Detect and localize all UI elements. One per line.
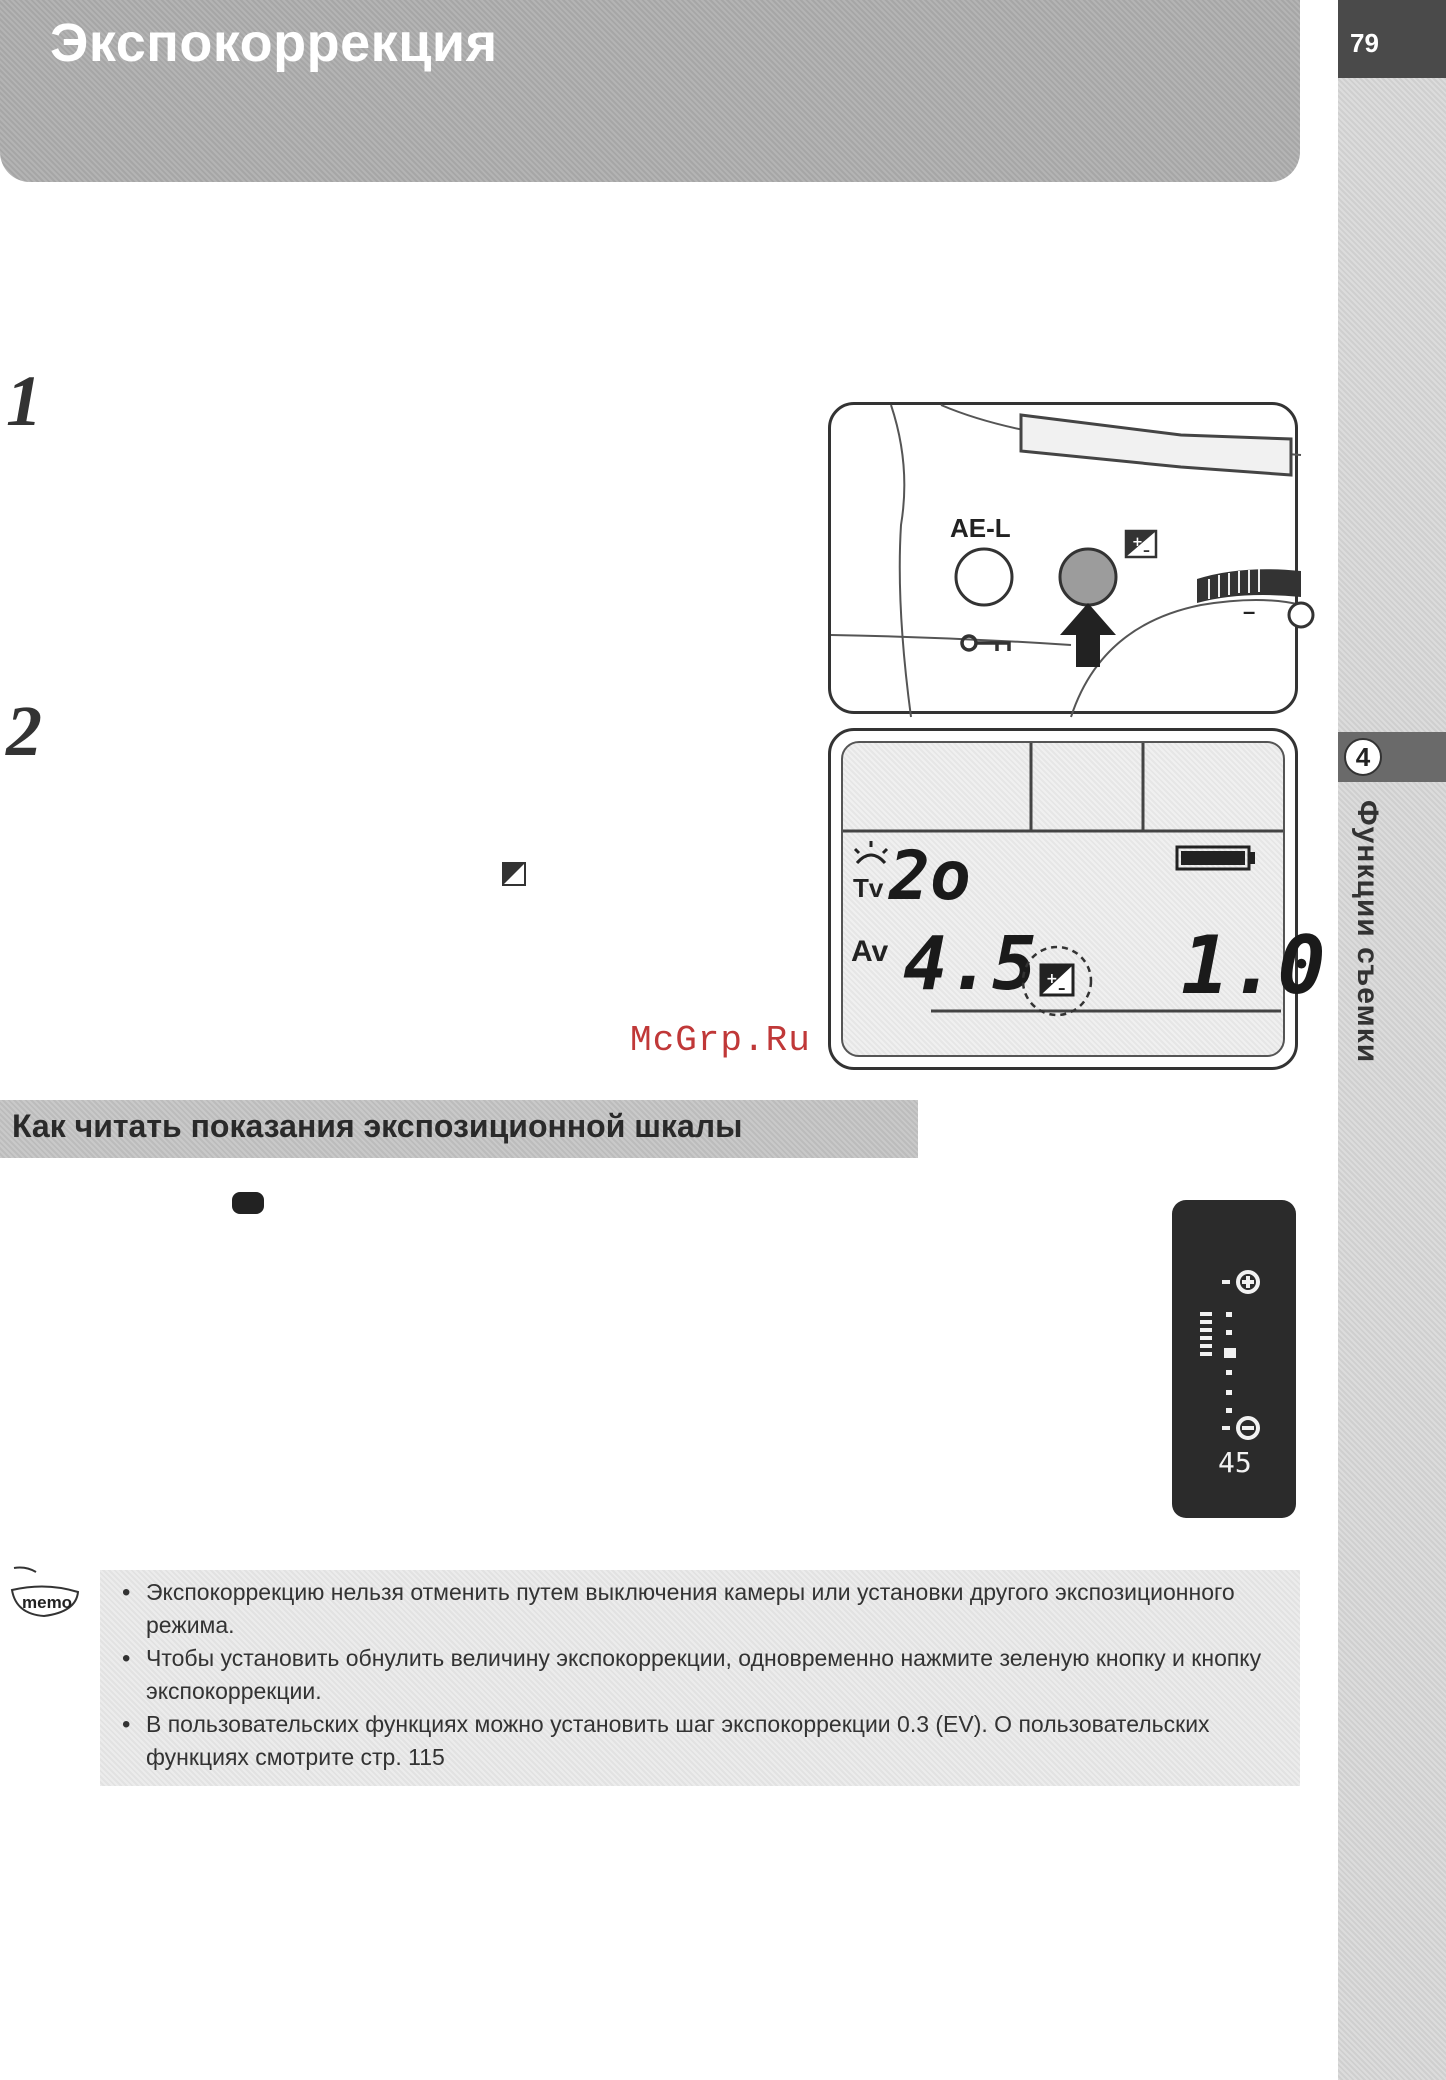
backlight-icon — [855, 841, 887, 863]
key-lock-icon — [962, 636, 1009, 651]
minus-label: – — [1243, 599, 1256, 624]
exposure-scale-figure — [1172, 1200, 1296, 1518]
shutter-value: 2o — [889, 837, 971, 916]
svg-text:–: – — [1058, 979, 1066, 997]
svg-text:memo: memo — [22, 1593, 73, 1612]
memo-item: • Чтобы установить обнулить величину экспокоррекции, одновременно нажмите зеленую кнопку и кнопку экспокоррекции. — [120, 1642, 1280, 1708]
aperture-value: 4.5 — [903, 921, 1037, 1007]
camera-buttons-figure — [828, 402, 1298, 714]
battery-icon — [1177, 847, 1255, 869]
svg-text:–: – — [1143, 543, 1150, 559]
lcd-display — [831, 731, 1326, 1073]
lcd-panel-figure — [828, 728, 1326, 1070]
press-arrow-icon — [1060, 603, 1116, 667]
chapter-title: Функции съемки — [1351, 800, 1384, 1064]
watermark: McGrp.Ru — [630, 1020, 811, 1061]
memo-item: • В пользовательских функциях можно установить шаг экспокоррекции 0.3 (EV). О пользовательских функциях смотрите стр. 115 — [120, 1708, 1280, 1774]
av-label: Av — [851, 935, 889, 968]
ae-lock-button — [956, 549, 1012, 605]
ae-lock-label: AE-L — [950, 513, 1011, 543]
page-number: 79 — [1350, 28, 1379, 58]
svg-text:+: + — [1132, 535, 1143, 550]
step-number-2: 2 — [6, 691, 42, 771]
section-title: Как читать показания экспозиционной шкалы — [12, 1108, 743, 1144]
memo-icon — [6, 1562, 86, 1622]
tv-label: Tv — [853, 873, 884, 903]
camera-body-illustration — [831, 405, 1301, 717]
green-button-icon — [232, 1192, 264, 1214]
memo-item: • Экспокоррекцию нельзя отменить путем выключения камеры или установки другого экспозиционного режима. — [120, 1576, 1280, 1642]
chapter-number: 4 — [1344, 738, 1382, 776]
exposure-compensation-icon — [502, 862, 526, 886]
page-title: Экспокоррекция — [50, 13, 498, 73]
svg-text:+: + — [1046, 971, 1058, 987]
compensation-value: 1.0 — [1181, 919, 1326, 1012]
scale-readout: 45 — [1218, 1446, 1252, 1479]
exposure-compensation-button — [1060, 549, 1116, 605]
step-number-1: 1 — [6, 361, 42, 441]
memo-list — [120, 1576, 1280, 1774]
compensation-symbol-icon — [1126, 531, 1156, 559]
exposure-scale-display — [1172, 1200, 1296, 1518]
